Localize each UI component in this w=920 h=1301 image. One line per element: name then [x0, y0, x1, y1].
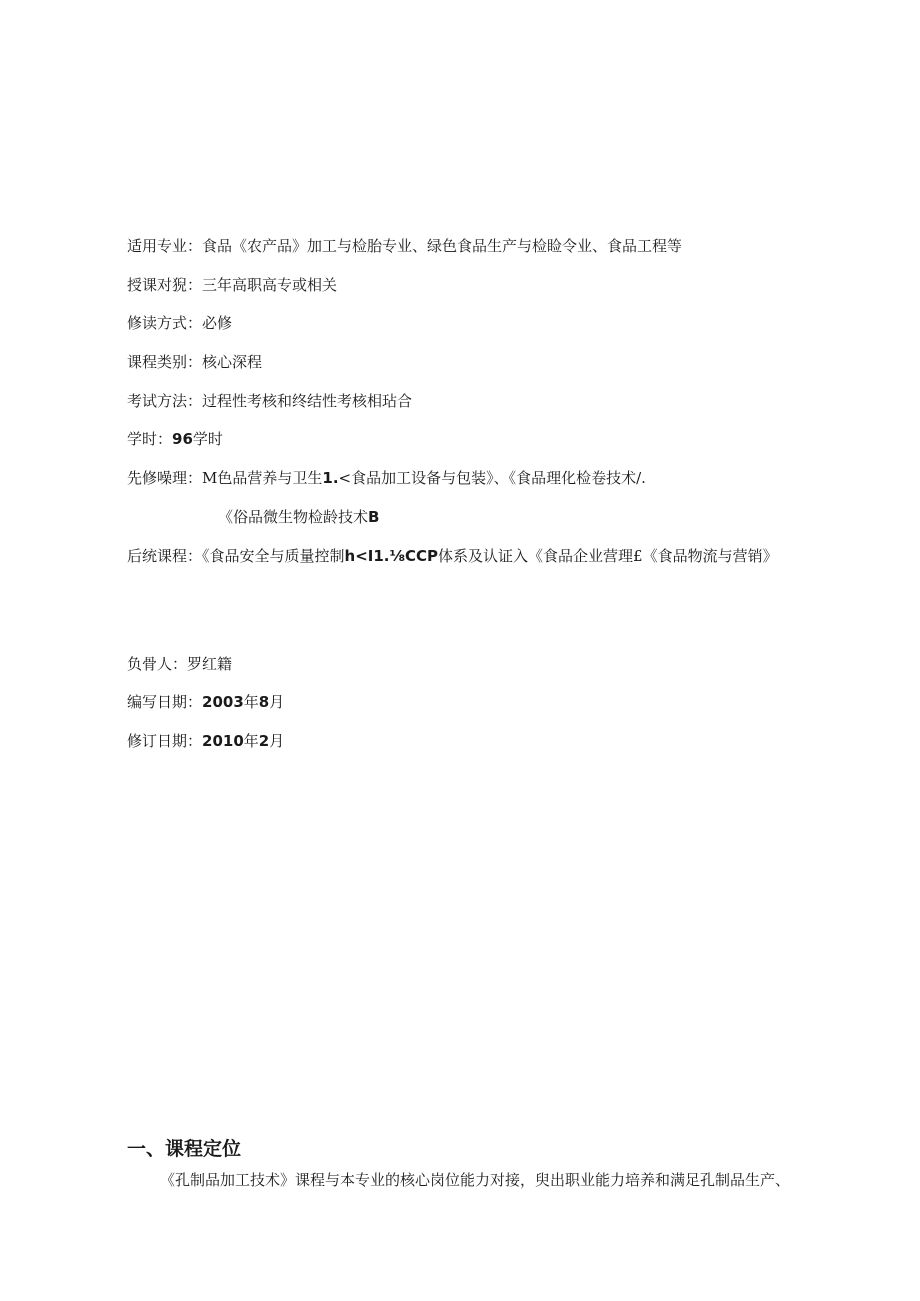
hours-row — [127, 429, 223, 449]
written-month-unit: 月 — [269, 693, 285, 711]
prerequisite-course-d: 《俗品微生物检龄技术 — [218, 508, 369, 526]
hours-label: 学时： — [127, 430, 173, 448]
audience-value: 三年高职高专或相关 — [202, 276, 338, 294]
written-year-unit: 年 — [243, 693, 259, 711]
prerequisite-row-2 — [218, 507, 379, 527]
written-date-label: 编写日期： — [127, 693, 203, 711]
study-mode-row — [127, 313, 232, 333]
audience-label: 授课对猊： — [127, 276, 203, 294]
prerequisite-label: 先修噪理： — [127, 469, 203, 487]
owner-row — [127, 654, 232, 674]
study-mode-label: 修读方式： — [127, 314, 203, 332]
major-row — [127, 236, 682, 256]
written-year: 2003 — [202, 693, 244, 711]
follow-up-label: 后统课程： — [127, 547, 203, 565]
revised-year-unit: 年 — [243, 732, 259, 750]
category-row — [127, 352, 262, 372]
revised-date-row — [127, 731, 284, 751]
category-label: 课程类别： — [127, 353, 203, 371]
category-value: 核心深程 — [202, 353, 263, 371]
follow-up-course-b: h<I1.⅛CCP — [344, 547, 439, 565]
major-label: 适用专业： — [127, 237, 203, 255]
exam-row — [127, 391, 412, 411]
prerequisite-course-e: B — [368, 508, 380, 526]
written-month: 8 — [258, 693, 270, 711]
owner-label: 负骨人： — [127, 655, 188, 673]
prerequisite-row — [127, 468, 646, 488]
revised-year: 2010 — [202, 732, 244, 750]
revised-month-unit: 月 — [269, 732, 285, 750]
follow-up-row — [127, 546, 778, 566]
follow-up-course-c: 体系及认证入《食品企业营理£《食品物流与营销》 — [438, 547, 778, 565]
major-value: 食品《农产品》加工与检胎专业、绿色食品生产与检睑令业、食品工程等 — [202, 237, 683, 255]
revised-month: 2 — [258, 732, 270, 750]
exam-value: 过程性考核和终结性考核相玷合 — [202, 392, 413, 410]
written-date-row — [127, 692, 284, 712]
section-paragraph: 《孔制品加工技术》课程与本专业的核心岗位能力对接，臾出职业能力培养和满足孔制品生产、 — [160, 1171, 791, 1189]
section-heading: 一、课程定位 — [127, 1138, 242, 1160]
hours-number: 96 — [172, 430, 193, 448]
revised-date-label: 修订日期： — [127, 732, 203, 750]
prerequisite-course-c: <食品加工设备与包装》、《食品理化检卷技术/. — [338, 469, 646, 487]
exam-label: 考试方法： — [127, 392, 203, 410]
study-mode-value: 必修 — [202, 314, 233, 332]
prerequisite-course-b: 1. — [322, 469, 339, 487]
follow-up-course-a: 《食品安全与质量控制 — [202, 547, 345, 565]
audience-row — [127, 275, 337, 295]
prerequisite-course-a: M色品营养与卫生 — [202, 469, 323, 487]
hours-unit: 学时 — [192, 430, 223, 448]
owner-value: 罗红籍 — [187, 655, 233, 673]
